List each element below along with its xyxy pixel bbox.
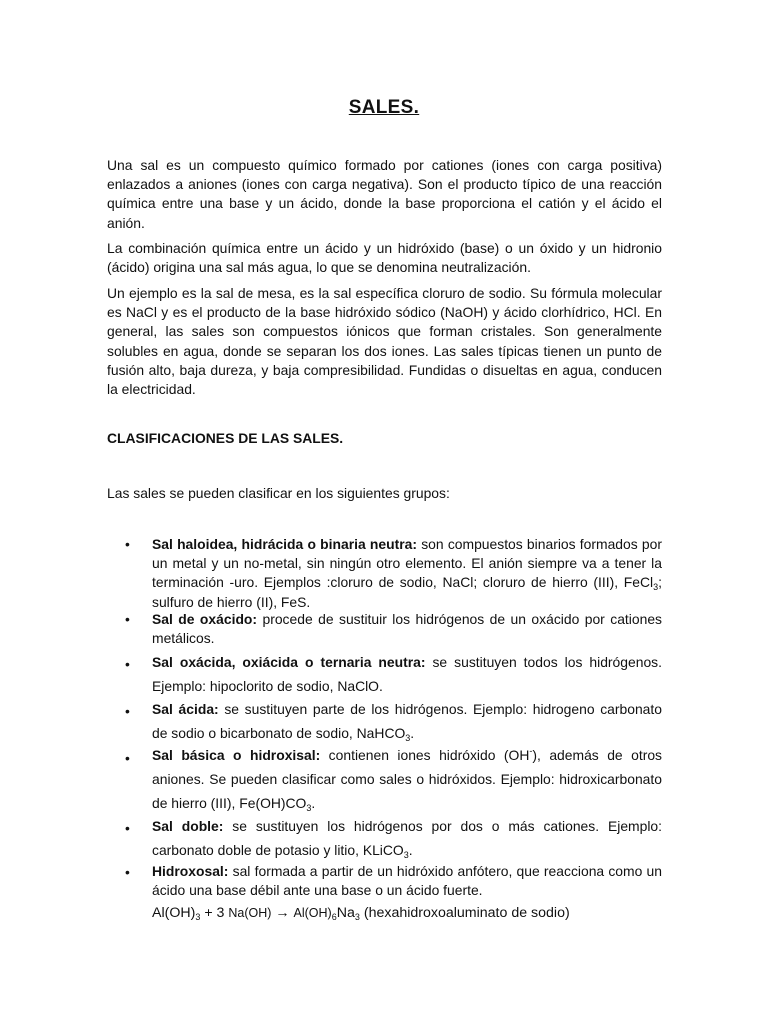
bullet-icon: • xyxy=(125,820,130,836)
intro-text: Las sales se pueden clasificar en los siguientes grupos: xyxy=(107,485,450,501)
item-text: procede de sustituir los hidrógenos de un oxácido por cationes metálicos. xyxy=(152,611,662,647)
item-text: . xyxy=(410,725,415,741)
bullet-icon: • xyxy=(125,656,130,672)
list-item-hidroxosal xyxy=(152,862,662,900)
paragraph-example: Un ejemplo es la sal de mesa, es la sal específica cloruro de sodio. Su fórmula molecular es NaCl y es el producto de la base hidróxido sódico (NaOH) y ácido clorhídrico, HCl. En general, las sales son compuestos iónicos que forman cristales. Son generalmente solubles en agua, donde se separan los dos iones. Las sales típicas tienen un punto de fusión alto, baja dureza, y baja compresibilidad. Fundidas o disueltas en agua, conducen la electricidad. xyxy=(107,285,662,398)
page-title: SALES. xyxy=(348,97,420,118)
formula-part: (hexahidroxoaluminato de sodio) xyxy=(359,905,570,921)
list-item-oxacida xyxy=(152,650,662,698)
item-text: ), además de otros aniones. Se pueden clasificar como sales o hidróxidos. Ejemplo: hidroxicarbonato de hierro (III), Fe(OH)CO xyxy=(152,747,663,811)
section-heading: CLASIFICACIONES DE LAS SALES. xyxy=(107,430,344,446)
bullet-icon: • xyxy=(125,750,130,766)
list-item-haloidea xyxy=(152,535,662,612)
bullet-icon: • xyxy=(125,703,130,719)
item-text: contienen iones hidróxido (OH xyxy=(320,747,530,763)
list-item-doble xyxy=(152,814,662,862)
item-term: Sal haloidea, hidrácida o binaria neutra: xyxy=(152,536,417,552)
bullet-icon: • xyxy=(125,864,130,880)
list-item-acida xyxy=(152,697,662,745)
subscript: 3 xyxy=(653,582,659,593)
subscript: 3 xyxy=(403,850,409,860)
item-text: . xyxy=(408,842,413,858)
item-term: Sal doble: xyxy=(152,818,224,834)
item-text: . xyxy=(311,795,316,811)
item-term: Sal oxácida, oxiácida o ternaria neutra: xyxy=(152,654,426,670)
arrow-icon: → xyxy=(271,905,294,921)
subscript: 3 xyxy=(405,733,411,743)
formula-part: + 3 xyxy=(200,905,229,921)
item-text: se sustituyen parte de los hidrógenos. Ejemplo: hidrogeno carbonato de sodio o bicarbonato de sodio, NaHCO xyxy=(152,701,662,741)
chemical-equation xyxy=(152,905,570,921)
item-text: sal formada a partir de un hidróxido anfótero, que reacciona como un ácido una base débil ante una base o un ácido fuerte. xyxy=(152,863,662,899)
paragraph-neutralization: La combinación química entre un ácido y un hidróxido (base) o un óxido y un hidronio (ácido) origina una sal más agua, lo que se denomina neutralización. xyxy=(107,240,662,276)
item-text: se sustituyen los hidrógenos por dos o más cationes. Ejemplo: carbonato doble de potasio y litio, KLiCO xyxy=(152,818,663,858)
superscript: - xyxy=(529,746,533,756)
item-term: Hidroxosal: xyxy=(152,863,229,879)
item-text: ; sulfuro de hierro (II), FeS. xyxy=(152,574,662,610)
subscript: 6 xyxy=(331,912,337,922)
subscript: 3 xyxy=(354,912,360,922)
list-item-oxacido xyxy=(152,610,662,648)
subscript: 3 xyxy=(195,912,201,922)
bullet-icon: • xyxy=(125,536,130,552)
item-term: Sal básica o hidroxisal: xyxy=(152,747,321,763)
subscript: 3 xyxy=(306,803,312,813)
item-term: Sal ácida: xyxy=(152,701,219,717)
item-text: son compuestos binarios formados por un metal y un no-metal, sin ningún otro elemento. El anión siempre va a tener la terminación -uro. Ejemplos :cloruro de sodio, NaCl; cloruro de hierro (III), FeCl xyxy=(152,536,662,591)
formula-part: Al(OH) xyxy=(152,905,196,921)
formula-part: Na(OH) xyxy=(228,906,272,920)
paragraph-definition: Una sal es un compuesto químico formado por cationes (iones con carga positiva) enlazados a aniones (iones con carga negativa). Son el producto típico de una reacción química entre una base y un ácido, donde la base proporciona el catión y el ácido el anión. xyxy=(107,157,662,231)
formula-part: Al(OH) xyxy=(293,906,332,920)
bullet-icon: • xyxy=(125,611,130,627)
list-item-basica xyxy=(152,743,662,815)
item-text: se sustituyen todos los hidrógenos. Ejemplo: hipoclorito de sodio, NaClO. xyxy=(152,654,662,694)
item-term: Sal de oxácido: xyxy=(152,611,258,627)
formula-part: Na xyxy=(336,905,355,921)
